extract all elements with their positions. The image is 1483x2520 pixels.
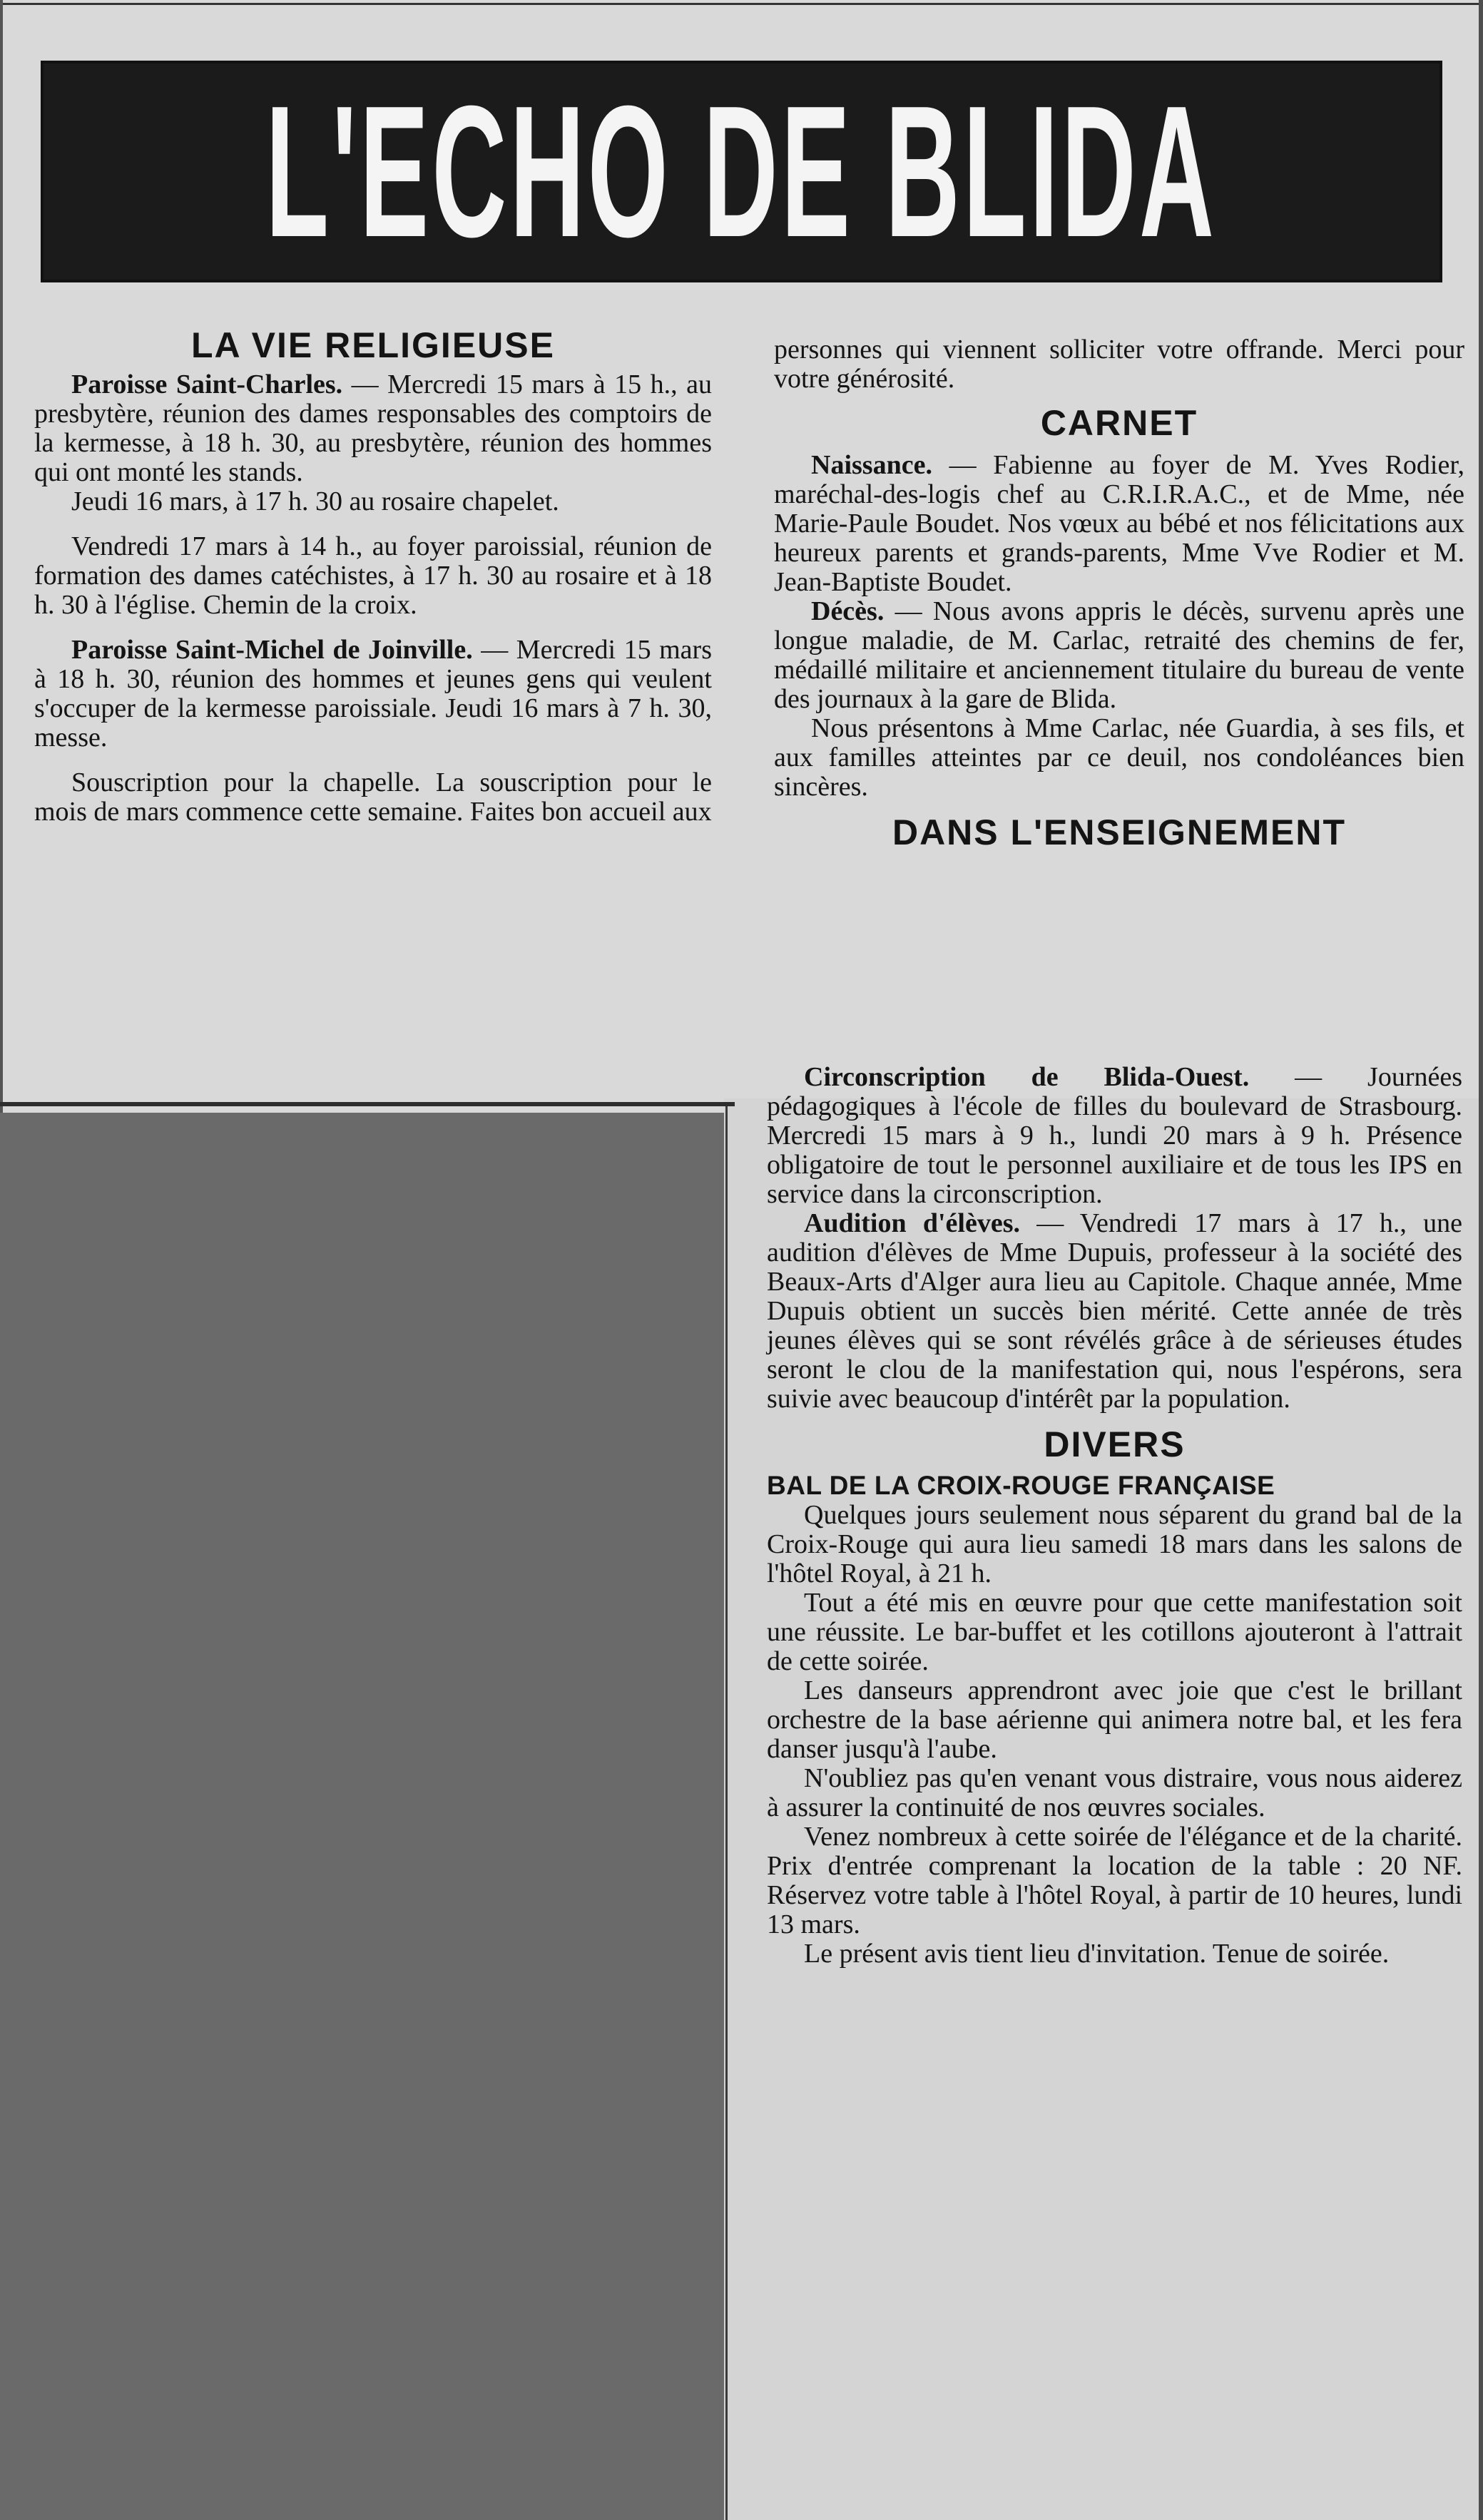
heading-vie-religieuse: LA VIE RELIGIEUSE — [190, 325, 555, 365]
heading-divers: DIVERS — [1044, 1424, 1186, 1464]
paragraph-circonscription — [767, 1063, 1462, 1209]
text-circonscription: — Journées pédagogiques à l'école de filles du boulevard de Strasbourg. Mercredi 15 mars à 9 h., lundi 20 mars à 9 h. Présence obligatoire de tout le personnel auxiliaire et de tous les IPS en service dans la circonscription. — [767, 1062, 1462, 1209]
column-right-lower — [767, 1063, 1462, 1969]
paragraph-vendredi: Vendredi 17 mars à 14 h., au foyer paroissial, réunion de formation des dames catéchistes, à 17 h. 30 au rosaire et à 18 h. 30 à l'église. Chemin de la croix. — [34, 531, 712, 620]
heading-carnet: CARNET — [1040, 403, 1198, 443]
paragraph-condoleances: Nous présentons à Mme Carlac, née Guardia, à ses fils, et aux familles atteintes par ce deuil, nos condoléances bien sincères. — [774, 713, 1464, 802]
paragraph-jeudi: Jeudi 16 mars, à 17 h. 30 au rosaire chapelet. — [71, 486, 559, 516]
column-right-top — [774, 335, 1464, 860]
top-rule — [0, 3, 1483, 5]
right-edge — [1479, 0, 1483, 2520]
lead-naissance: Naissance. — [811, 450, 932, 480]
column-rule — [725, 1106, 728, 2520]
paragraph-bal-4: N'oubliez pas qu'en venant vous distraire, vous nous aiderez à assurer la continuité de nos œuvres sociales. — [767, 1763, 1462, 1822]
paragraph-bal-2: Tout a été mis en œuvre pour que cette manifestation soit une réussite. Le bar-buffet et les cotillons ajouteront à l'attrait de cette soirée. — [767, 1588, 1462, 1676]
paragraph-saint-charles — [34, 370, 712, 487]
lead-saint-michel: Paroisse Saint-Michel de Joinville. — [71, 635, 473, 665]
lead-audition: Audition d'élèves. — [804, 1208, 1020, 1238]
paragraph-souscription: Souscription pour la chapelle. La souscription pour le mois de mars commence cette semaine. Faites bon accueil aux — [34, 767, 712, 827]
paragraph-bal-6: Le présent avis tient lieu d'invitation. Tenue de soirée. — [804, 1939, 1390, 1969]
heading-enseignement: DANS L'ENSEIGNEMENT — [892, 812, 1347, 852]
masthead-banner — [41, 61, 1442, 282]
lead-circonscription: Circonscription de Blida-Ouest. — [804, 1062, 1250, 1092]
subheading-bal-croix-rouge: BAL DE LA CROIX-ROUGE FRANÇAISE — [767, 1471, 1275, 1500]
paragraph-deces — [774, 597, 1464, 714]
left-edge — [0, 0, 3, 1113]
text-saint-charles: — Mercredi 15 mars à 15 h., au presbytère, réunion des dames responsables des comptoirs de la kermesse, à 18 h. 30, au presbytère, réunion des hommes qui ont monté les stands. — [34, 369, 712, 487]
lead-deces: Décès. — [811, 596, 885, 626]
text-audition: — Vendredi 17 mars à 17 h., une audition d'élèves de Mme Dupuis, professeur à la société des Beaux-Arts d'Alger aura lieu au Capitole. Chaque année, Mme Dupuis obtient un succès bien mérité. Cette année de très jeunes élèves qui se sont révélés grâce à de sérieuses études seront le clou de la manifestation qui, nous l'espérons, sera suivie avec beaucoup d'intérêt par la population. — [767, 1208, 1463, 1414]
paragraph-bal-1: Quelques jours seulement nous séparent du grand bal de la Croix-Rouge qui aura lieu samedi 18 mars dans les salons de l'hôtel Royal, à 21 h. — [767, 1500, 1462, 1588]
paragraph-audition — [767, 1209, 1462, 1414]
text-deces: — Nous avons appris le décès, survenu après une longue maladie, de M. Carlac, retraité des chemins de fer, médaillé militaire et anciennement titulaire du bureau de vente des journaux à la gare de Blida. — [774, 596, 1464, 714]
paragraph-bal-5: Venez nombreux à cette soirée de l'élégance et de la charité. Prix d'entrée comprenant la location de la table : 20 NF. Réservez votre table à l'hôtel Royal, à partir de 10 heures, lundi 13 mars. — [767, 1822, 1462, 1939]
paragraph-bal-3: Les danseurs apprendront avec joie que c'est le brillant orchestre de la base aérienne qui animera notre bal, et les fera danser jusqu'à l'aube. — [767, 1675, 1462, 1764]
paragraph-saint-michel — [34, 636, 712, 753]
paragraph-naissance — [774, 451, 1464, 597]
text-saint-michel: — Mercredi 15 mars à 18 h. 30, réunion des hommes et jeunes gens qui veulent s'occuper de la kermesse paroissiale. Jeudi 16 mars à 7 h. 30, messe. — [34, 635, 712, 753]
paragraph-souscription-cont: personnes qui viennent solliciter votre offrande. Merci pour votre générosité. — [774, 335, 1464, 394]
text-naissance: — Fabienne au foyer de M. Yves Rodier, maréchal-des-logis chef au C.R.I.R.A.C., et de Mme, née Marie-Paule Boudet. Nos vœux au bébé et nos félicitations aux heureux parents et grands-parents, Mme Vve Rodier et M. Jean-Baptiste Boudet. — [774, 450, 1464, 597]
lead-saint-charles: Paroisse Saint-Charles. — [71, 369, 343, 399]
column-left — [34, 325, 712, 827]
masthead-title: L'ECHO DE BLIDA — [265, 66, 1218, 277]
bottom-rule-left — [0, 1102, 735, 1106]
